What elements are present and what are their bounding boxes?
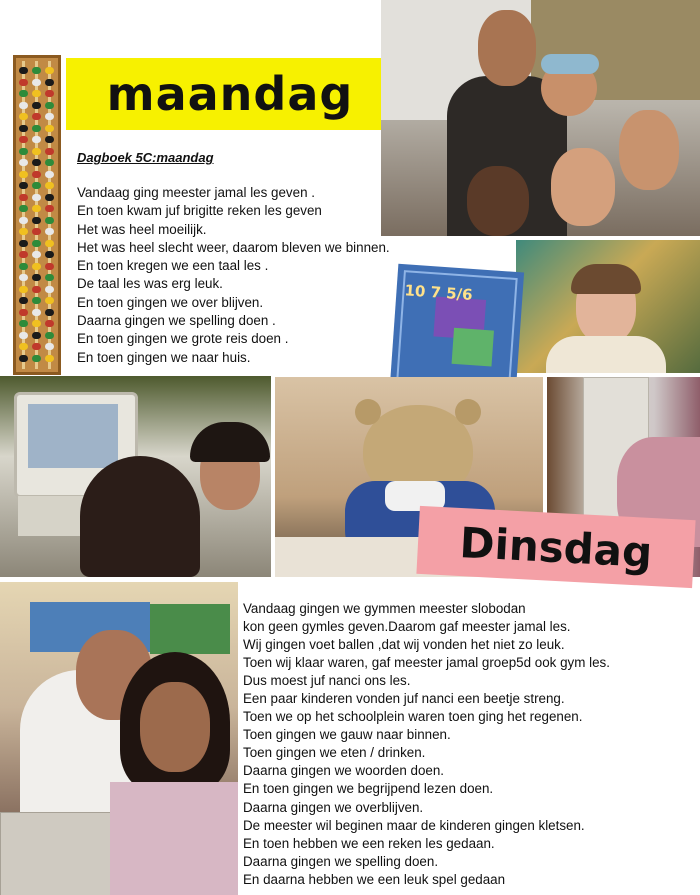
abacus-bead xyxy=(19,113,28,120)
abacus-bead xyxy=(19,102,28,109)
abacus-bead xyxy=(32,79,41,86)
girls-computer-photo xyxy=(0,582,238,895)
board-text: 10 7 5/6 xyxy=(403,281,474,304)
abacus-bead xyxy=(19,240,28,247)
abacus-bead xyxy=(45,297,54,304)
abacus-bead xyxy=(45,148,54,155)
abacus-bead xyxy=(32,240,41,247)
text-line: En toen gingen we over blijven. xyxy=(77,294,264,310)
abacus-bead xyxy=(45,102,54,109)
text-line: Het was heel moeilijk. xyxy=(77,221,207,237)
text-line: Toen gingen we gauw naar binnen. xyxy=(243,727,451,743)
abacus-bead xyxy=(19,159,28,166)
abacus-bead xyxy=(19,79,28,86)
abacus-bead xyxy=(19,125,28,132)
text-line: Toen we op het schoolplein waren toen ging het regenen. xyxy=(243,709,583,725)
abacus-bead xyxy=(45,228,54,235)
text-line: Een paar kinderen vonden juf nanci een beetje streng. xyxy=(243,691,565,707)
maandag-title: maandag xyxy=(106,67,354,121)
text-line: Daarna gingen we woorden doen. xyxy=(243,763,445,779)
abacus-bead xyxy=(19,332,28,339)
computer-photo xyxy=(0,376,271,577)
abacus-bead xyxy=(45,194,54,201)
abacus-bead xyxy=(19,343,28,350)
abacus-bead xyxy=(32,159,41,166)
abacus-bead xyxy=(19,182,28,189)
text-line: En toen hebben we een reken les gedaan. xyxy=(243,835,495,851)
text-line: En toen kregen we een taal les . xyxy=(77,258,269,274)
abacus-bead xyxy=(32,194,41,201)
text-line: Toen wij klaar waren, gaf meester jamal groep5d ook gym les. xyxy=(243,655,610,671)
abacus-bead xyxy=(32,182,41,189)
abacus-bead xyxy=(32,228,41,235)
abacus-bead xyxy=(45,343,54,350)
abacus-bead xyxy=(32,113,41,120)
abacus-bead xyxy=(19,217,28,224)
abacus-bead xyxy=(19,263,28,270)
text-line: Wij gingen voet ballen ,dat wij vonden het niet zo leuk. xyxy=(243,637,565,653)
abacus-bead xyxy=(45,240,54,247)
abacus-bead xyxy=(32,125,41,132)
text-line: Daarna gingen we overblijven. xyxy=(243,799,424,815)
abacus-bead xyxy=(19,171,28,178)
abacus-photo xyxy=(13,55,61,375)
abacus-bead xyxy=(45,136,54,143)
text-line: Het was heel slecht weer, daarom bleven we binnen. xyxy=(77,239,390,255)
abacus-bead xyxy=(32,217,41,224)
fraction-board-photo xyxy=(390,264,524,394)
text-line: De taal les was erg leuk. xyxy=(77,276,223,292)
abacus-bead xyxy=(32,251,41,258)
abacus-bead xyxy=(32,332,41,339)
text-line: Dus moest juf nanci ons les. xyxy=(243,673,411,689)
dinsdag-banner xyxy=(416,506,695,588)
text-line: De meester wil beginen maar de kinderen gingen kletsen. xyxy=(243,817,585,833)
abacus-bead xyxy=(45,182,54,189)
abacus-bead xyxy=(45,90,54,97)
abacus-bead xyxy=(45,251,54,258)
text-line: Daarna gingen we spelling doen . xyxy=(77,313,276,329)
abacus-bead xyxy=(32,309,41,316)
abacus-bead xyxy=(19,286,28,293)
abacus-bead xyxy=(19,251,28,258)
abacus-bead xyxy=(19,90,28,97)
abacus-bead xyxy=(19,205,28,212)
abacus-bead xyxy=(45,332,54,339)
diary-heading: Dagboek 5C:maandag xyxy=(77,150,214,165)
abacus-bead xyxy=(45,355,54,362)
abacus-bead xyxy=(45,79,54,86)
abacus-bead xyxy=(32,90,41,97)
abacus-bead xyxy=(19,297,28,304)
abacus-bead xyxy=(32,320,41,327)
abacus-bead xyxy=(19,148,28,155)
abacus-bead xyxy=(19,194,28,201)
abacus-bead xyxy=(32,136,41,143)
text-line: Daarna gingen we spelling doen. xyxy=(243,853,439,869)
text-line: Vandaag gingen we gymmen meester slobodan xyxy=(243,601,526,616)
abacus-bead xyxy=(32,297,41,304)
abacus-bead xyxy=(19,274,28,281)
abacus-bead xyxy=(45,274,54,281)
abacus-bead xyxy=(45,217,54,224)
abacus-bead xyxy=(45,320,54,327)
abacus-bead xyxy=(45,205,54,212)
abacus-bead xyxy=(32,355,41,362)
text-line: Toen gingen we eten / drinken. xyxy=(243,745,426,761)
abacus-bead xyxy=(32,205,41,212)
abacus-bead xyxy=(32,263,41,270)
text-line: kon geen gymles geven.Daarom gaf meester jamal les. xyxy=(243,619,571,635)
text-line: Vandaag ging meester jamal les geven . xyxy=(77,185,315,200)
dinsdag-text xyxy=(243,600,699,889)
abacus-bead xyxy=(32,274,41,281)
abacus-bead xyxy=(45,263,54,270)
maandag-banner xyxy=(66,58,394,130)
abacus-bead xyxy=(19,355,28,362)
teacher-children-photo xyxy=(381,0,700,236)
dinsdag-title: Dinsdag xyxy=(458,517,654,577)
abacus-bead xyxy=(19,320,28,327)
text-line: En toen gingen we naar huis. xyxy=(77,349,251,365)
abacus-bead xyxy=(45,159,54,166)
abacus-bead xyxy=(19,228,28,235)
abacus-bead xyxy=(32,102,41,109)
text-line: En toen kwam juf brigitte reken les geven xyxy=(77,203,322,219)
text-line: En daarna hebben we een leuk spel gedaan xyxy=(243,871,506,887)
abacus-bead xyxy=(45,113,54,120)
abacus-bead xyxy=(32,148,41,155)
abacus-bead xyxy=(32,343,41,350)
abacus-bead xyxy=(19,309,28,316)
abacus-bead xyxy=(32,67,41,74)
abacus-bead xyxy=(45,67,54,74)
abacus-bead xyxy=(19,67,28,74)
text-line: En toen gingen we grote reis doen . xyxy=(77,331,289,347)
teacher-woman-photo xyxy=(516,240,700,373)
abacus-bead xyxy=(32,171,41,178)
abacus-bead xyxy=(45,125,54,132)
abacus-bead xyxy=(45,286,54,293)
abacus-bead xyxy=(45,171,54,178)
text-line: En toen gingen we begrijpend lezen doen. xyxy=(243,781,494,797)
abacus-bead xyxy=(19,136,28,143)
abacus-bead xyxy=(45,309,54,316)
abacus-bead xyxy=(32,286,41,293)
